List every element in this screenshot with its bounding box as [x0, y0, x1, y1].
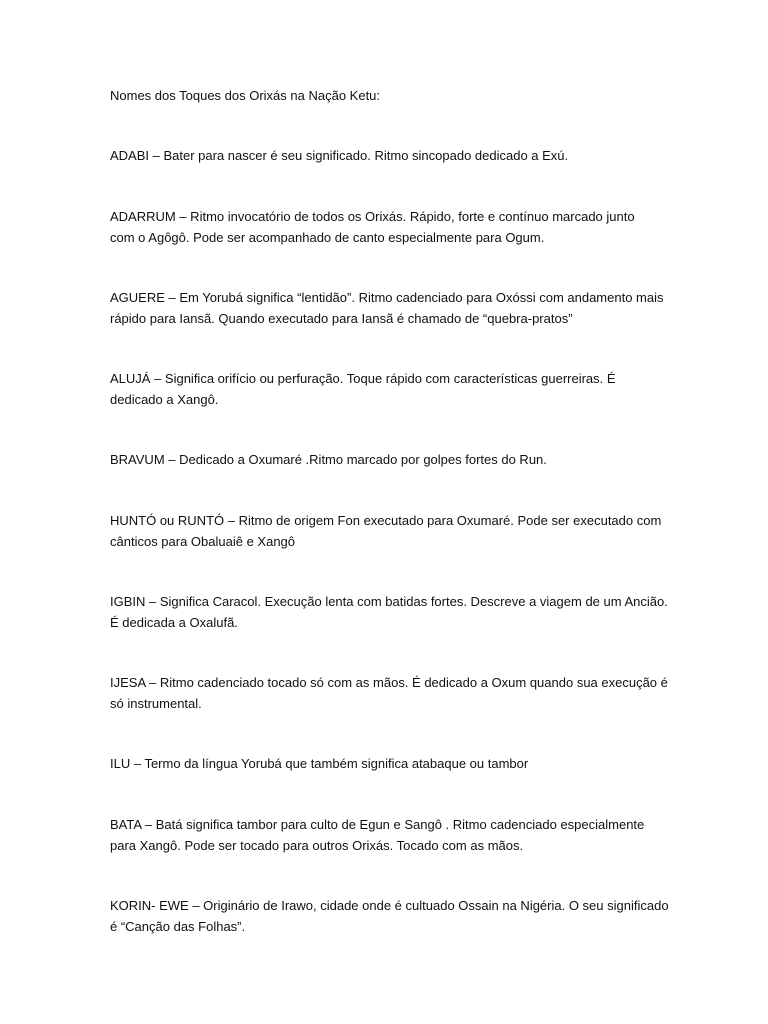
- entry-line: rápido para Iansã. Quando executado para Iansã é chamado de “quebra-pratos”: [110, 310, 573, 326]
- entry-line: BRAVUM – Dedicado a Oxumaré .Ritmo marcado por golpes fortes do Run.: [110, 452, 547, 467]
- entry-korin-ewe: [110, 896, 669, 937]
- entry-line: ALUJÁ – Significa orifício ou perfuração. Toque rápido com características guerreiras. É: [110, 371, 616, 386]
- entry-line: para Xangô. Pode ser tocado para outros Orixás. Tocado com as mãos.: [110, 837, 524, 853]
- entry-ilu: [110, 754, 660, 775]
- entry-adabi: [110, 146, 660, 167]
- entry-line: IGBIN – Significa Caracol. Execução lenta com batidas fortes. Descreve a viagem de um Ancião.: [110, 594, 668, 609]
- entry-line: IJESA – Ritmo cadenciado tocado só com as mãos. É dedicado a Oxum quando sua execução é: [110, 675, 668, 690]
- entry-aguere: [110, 288, 664, 329]
- entry-bravum: [110, 450, 660, 471]
- entry-line: KORIN- EWE – Originário de Irawo, cidade onde é cultuado Ossain na Nigéria. O seu significado: [110, 898, 669, 913]
- entry-line: ILU – Termo da língua Yorubá que também significa atabaque ou tambor: [110, 756, 529, 771]
- document-title: Nomes dos Toques dos Orixás na Nação Ketu:: [110, 88, 381, 103]
- entry-line: HUNTÓ ou RUNTÓ – Ritmo de origem Fon executado para Oxumaré. Pode ser executado com: [110, 513, 662, 528]
- entry-line: é “Canção das Folhas”.: [110, 918, 246, 934]
- entry-igbin: [110, 592, 668, 633]
- entry-bata: [110, 815, 660, 856]
- entry-aluja: [110, 369, 660, 410]
- entry-line: dedicado a Xangô.: [110, 391, 219, 407]
- entry-line: ADABI – Bater para nascer é seu significado. Ritmo sincopado dedicado a Exú.: [110, 148, 569, 163]
- entry-adarrum: [110, 207, 660, 248]
- entry-line: AGUERE – Em Yorubá significa “lentidão”. Ritmo cadenciado para Oxóssi com andamento mais: [110, 290, 664, 305]
- entry-line: cânticos para Obaluaiê e Xangô: [110, 533, 296, 549]
- entry-line: com o Agôgô. Pode ser acompanhado de canto especialmente para Ogum.: [110, 229, 545, 245]
- entry-line: É dedicada a Oxalufã.: [110, 614, 238, 630]
- entry-line: ADARRUM – Ritmo invocatório de todos os Orixás. Rápido, forte e contínuo marcado junto: [110, 209, 635, 224]
- entry-line: BATA – Batá significa tambor para culto de Egun e Sangô . Ritmo cadenciado especialmente: [110, 817, 645, 832]
- entry-line: só instrumental.: [110, 695, 202, 711]
- entry-hunto: [110, 511, 660, 552]
- entry-ijesa: [110, 673, 668, 714]
